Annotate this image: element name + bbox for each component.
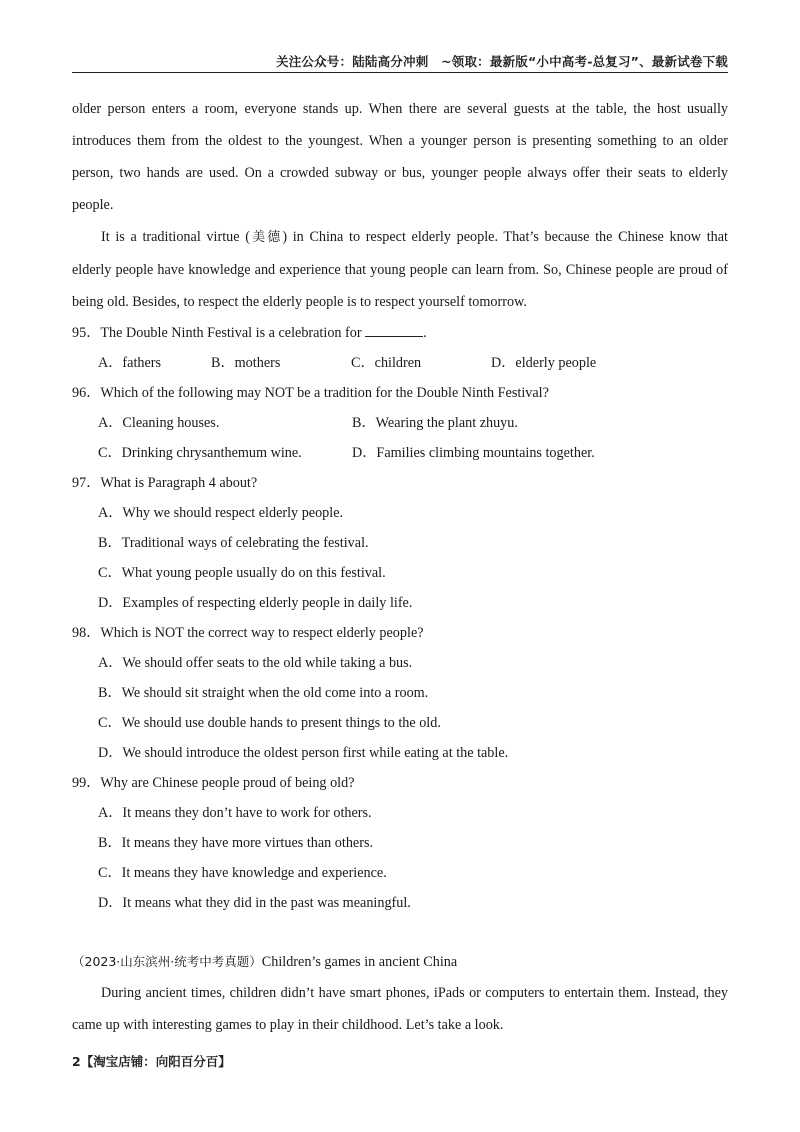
q98-option-b: B．We should sit straight when the old come into a room.: [98, 685, 429, 701]
passage-paragraph-1: older person enters a room, everyone stands up. When there are several guests at the table, the host usually introduces them from the oldest to the youngest. When a younger person is presenting something to an older person, two hands are used. On a crowded subway or bus, younger people always offer their seats to elderly people.: [72, 101, 728, 213]
q95-stem-after: .: [423, 325, 427, 341]
q96-option-d: D．Families climbing mountains together.: [352, 445, 595, 461]
q95-option-a: A．fathers: [98, 355, 162, 371]
question-96-options-row-1: [72, 408, 728, 438]
q96-option-a: A．Cleaning houses.: [98, 415, 220, 431]
section-spacer: [72, 918, 728, 947]
q95-stem-before: 95．The Double Ninth Festival is a celebration for: [72, 325, 366, 341]
next-passage-heading: [72, 947, 728, 977]
question-99-stem: 99．Why are Chinese people proud of being old?: [72, 775, 355, 791]
passage-paragraph-2: [72, 221, 728, 318]
q98-option-d: D．We should introduce the oldest person first while eating at the table.: [98, 745, 509, 761]
q96-option-b: B．Wearing the plant zhuyu.: [352, 415, 518, 431]
q97-option-d: D．Examples of respecting elderly people in daily life.: [98, 595, 413, 611]
passage-p2-end: ) in China to respect elderly people. That’s because the Chinese know that elderly people have knowledge and experience that young people can learn from. So, Chinese people are proud of being old. Besides, to respect the elderly people is to respect yourself tomorrow.: [72, 229, 728, 310]
question-98-stem: 98．Which is NOT the correct way to respect elderly people?: [72, 625, 424, 641]
next-passage-paragraph-1: During ancient times, children didn’t have smart phones, iPads or computers to entertain them. Instead, they came up with interesting games to play in their childhood. Let’s take a look.: [72, 985, 728, 1033]
passage-p2-start: It is a traditional virtue (: [101, 229, 250, 245]
q99-option-a: A．It means they don’t have to work for others.: [98, 805, 372, 821]
question-95-options: [72, 348, 728, 378]
question-96-stem: 96．Which of the following may NOT be a tradition for the Double Ninth Festival?: [72, 385, 549, 401]
q98-option-a: A．We should offer seats to the old while taking a bus.: [98, 655, 413, 671]
q96-option-c: C．Drinking chrysanthemum wine.: [98, 445, 302, 461]
next-passage-title: Children’s games in ancient China: [261, 954, 458, 970]
question-97-stem: 97．What is Paragraph 4 about?: [72, 475, 258, 491]
passage-p2-chinese: 美德: [249, 230, 283, 245]
page-number: 2: [72, 1054, 81, 1069]
question-96-options-row-2: [72, 438, 728, 468]
header-rule: [72, 72, 728, 73]
page-footer: [72, 1052, 231, 1070]
answer-blank: [365, 322, 423, 337]
q95-option-c: C．children: [351, 355, 422, 371]
q95-option-b: B．mothers: [211, 355, 281, 371]
q98-option-c: C．We should use double hands to present things to the old.: [98, 715, 441, 731]
q99-option-d: D．It means what they did in the past was meaningful.: [98, 895, 411, 911]
q97-option-b: B．Traditional ways of celebrating the festival.: [98, 535, 369, 551]
shop-label: 【淘宝店铺：向阳百分百】: [80, 1054, 231, 1069]
q97-option-a: A．Why we should respect elderly people.: [98, 505, 344, 521]
q99-option-c: C．It means they have knowledge and experience.: [98, 865, 387, 881]
q97-option-c: C．What young people usually do on this festival.: [98, 565, 386, 581]
page-header: 关注公众号：陆陆高分冲刺 ~领取：最新版“小中高考-总复习”、最新试卷下载: [276, 54, 728, 69]
question-95-stem: [72, 318, 728, 348]
next-passage-source: （2023·山东滨州·统考中考真题）: [72, 954, 262, 969]
page-content: [72, 93, 728, 1041]
q95-option-d: D．elderly people: [491, 355, 597, 371]
q99-option-b: B．It means they have more virtues than others.: [98, 835, 374, 851]
